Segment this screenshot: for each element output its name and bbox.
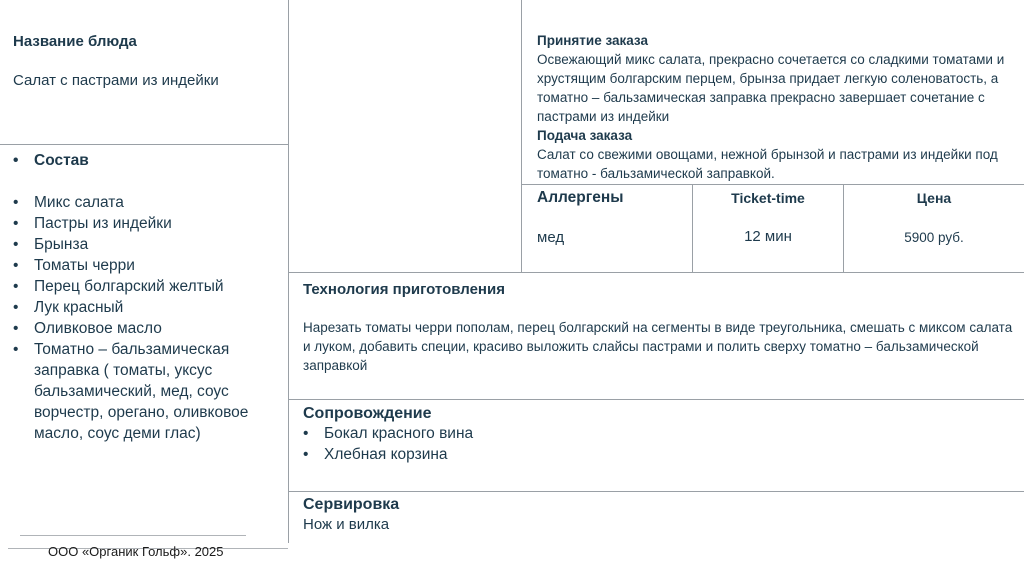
composition-item: • Брынза [13, 234, 285, 255]
accompaniment-title: Сопровождение [303, 405, 432, 422]
footer-company: ООО «Органик Гольф». 2025 [48, 544, 224, 559]
accompaniment-item: • Бокал красного вина [303, 423, 1003, 444]
ticket-value: 12 мин [744, 228, 792, 245]
order-serve-title: Подача заказа [537, 128, 633, 143]
price-label: Цена [916, 190, 952, 206]
dish-label: Название блюда [13, 33, 137, 50]
serving-title: Сервировка [303, 496, 400, 513]
composition-item: • Лук красный [13, 297, 285, 318]
dish-section [13, 33, 283, 91]
dish-name: Салат с пастрами из индейки [13, 72, 219, 89]
serving-section [303, 496, 1003, 535]
composition-item: • Оливковое масло [13, 318, 285, 339]
price-value: 5900 руб. [904, 230, 964, 245]
composition-item: • Микс салата [13, 192, 285, 213]
divider-horizontal-tech [288, 272, 1024, 273]
price-cell [844, 190, 1024, 247]
technology-section [303, 281, 1018, 375]
allergens-value: мед [537, 229, 565, 246]
ticket-label: Ticket-time [731, 190, 805, 206]
divider-vertical-mid [521, 0, 522, 272]
order-serve-text: Салат со свежими овощами, нежной брынзой и пастрами из индейки под томатно - бальзамической заправкой. [537, 147, 998, 181]
divider-horizontal-accomp [288, 399, 1024, 400]
composition-section [13, 150, 285, 444]
order-section [537, 31, 1007, 183]
technology-text: Нарезать томаты черри пополам, перец болгарский на сегменты в виде треугольника, смешать с миксом салата и луком, добавить специи, красиво выложить слайсы пастрами и полить сверху томатно – бальзамической заправкой [303, 320, 1013, 373]
divider-horizontal-left [0, 144, 289, 145]
accompaniment-section [303, 405, 1003, 465]
ticket-cell [693, 190, 843, 247]
allergens-label: Аллергены [537, 189, 624, 206]
technology-title: Технология приготовления [303, 281, 505, 298]
order-accept-title: Принятие заказа [537, 33, 648, 48]
composition-item: • Перец болгарский желтый [13, 276, 285, 297]
composition-item: • Томаты черри [13, 255, 285, 276]
order-accept-text: Освежающий микс салата, прекрасно сочетается со сладкими томатами и хрустящим болгарским перцем, брынза придает легкую соленоватость, а томатно – бальзамическая заправка прекрасно завершает сочетание с пастрами из индейки [537, 52, 1005, 124]
footer-line-top [20, 535, 246, 536]
composition-title: • Состав [13, 150, 285, 171]
composition-item: • Пастры из индейки [13, 213, 285, 234]
serving-text: Нож и вилка [303, 516, 390, 533]
allergens-cell [537, 189, 687, 248]
divider-horizontal-serving [288, 491, 1024, 492]
composition-item: • Томатно – бальзамическая заправка ( томаты, уксус бальзамический, мед, соус ворчестр, орегано, оливковое масло, соус деми глас) [13, 339, 285, 444]
accompaniment-item: • Хлебная корзина [303, 444, 1003, 465]
divider-horizontal-info [521, 184, 1024, 185]
